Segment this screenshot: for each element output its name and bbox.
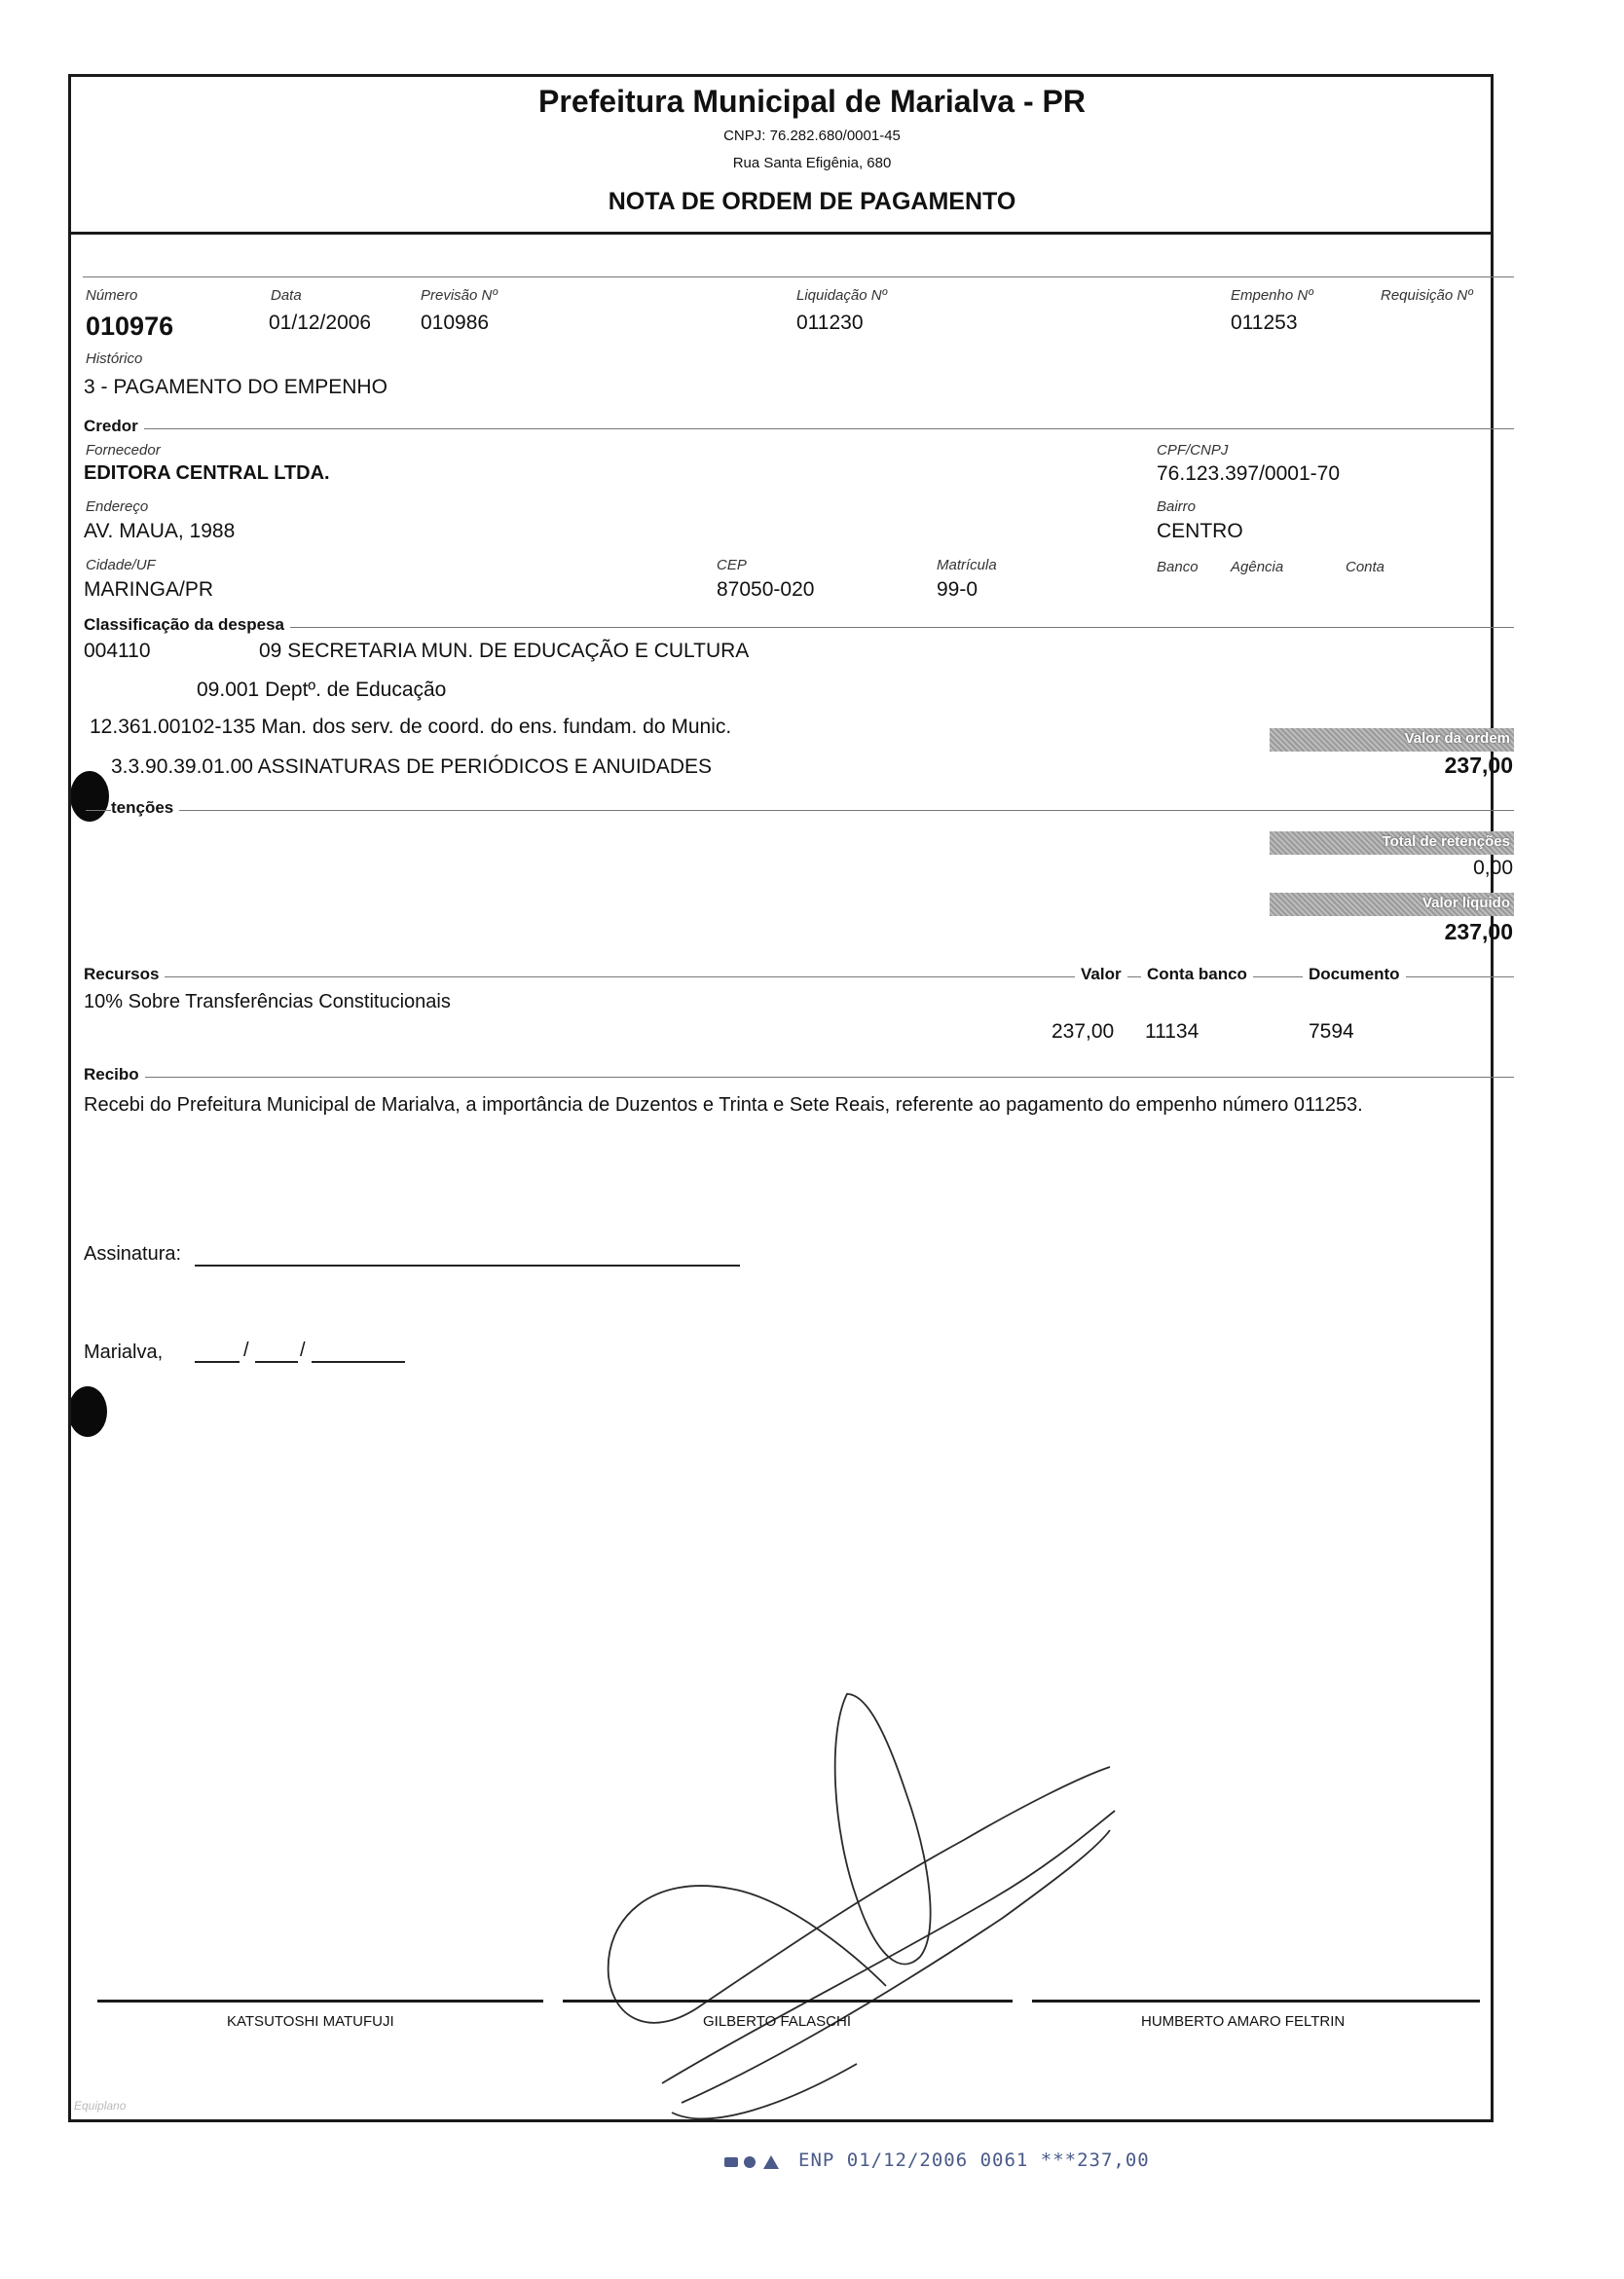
recibo-rule — [86, 1077, 1514, 1078]
numero-label: Número — [86, 287, 138, 304]
assinatura-label: Assinatura: — [84, 1243, 182, 1265]
valor-ordem-bar — [1270, 728, 1514, 752]
endereco-value: AV. MAUA, 1988 — [84, 520, 236, 542]
credor-rule — [86, 428, 1514, 429]
recursos-valor-label: Valor — [1075, 965, 1127, 984]
cpf-label: CPF/CNPJ — [1157, 442, 1229, 459]
signatory-2: GILBERTO FALASCHI — [703, 2013, 851, 2030]
conta-label: Conta — [1346, 559, 1385, 575]
agencia-label: Agência — [1231, 559, 1284, 575]
recursos-rule — [86, 976, 1514, 977]
handwritten-signature — [565, 1674, 1168, 2142]
fornecedor-value: EDITORA CENTRAL LTDA. — [84, 462, 330, 484]
cpf-value: 76.123.397/0001-70 — [1157, 462, 1341, 485]
data-value: 01/12/2006 — [269, 312, 372, 334]
matricula-label: Matrícula — [937, 557, 997, 573]
data-label: Data — [271, 287, 302, 304]
recursos-valor: 237,00 — [1052, 1020, 1115, 1043]
retencoes-rule — [86, 810, 1514, 811]
page-title: Prefeitura Municipal de Marialva - PR — [538, 84, 1086, 119]
recursos-documento: 7594 — [1309, 1020, 1354, 1043]
signature-line-3 — [1032, 2000, 1480, 2003]
elemento-text: 3.3.90.39.01.00 ASSINATURAS DE PERIÓDICOS E ANUIDADES — [111, 755, 713, 778]
ids-top-rule — [83, 276, 1514, 277]
bairro-label: Bairro — [1157, 498, 1197, 515]
empenho-label: Empenho Nº — [1231, 287, 1313, 304]
previsao-label: Previsão Nº — [421, 287, 498, 304]
valor-liquido-value: 237,00 — [1444, 919, 1513, 944]
date-blank-month — [255, 1361, 298, 1363]
stamp-logo-icon — [722, 2151, 791, 2173]
signature-line-2 — [563, 2000, 1013, 2003]
numero-value: 010976 — [86, 312, 174, 341]
valor-ordem-value: 237,00 — [1444, 753, 1513, 778]
liquidacao-value: 011230 — [796, 312, 864, 334]
recursos-section: Recursos — [84, 965, 165, 984]
date-blank-day — [195, 1361, 240, 1363]
software-footer: Equiplano — [74, 2099, 127, 2113]
recibo-text: Recebi do Prefeitura Municipal de Marialva, a importância de Duzentos e Trinta e Sete Reais, referente ao pagamento do empenho número 011253. — [84, 1094, 1363, 1116]
valor-liquido-bar — [1270, 893, 1514, 916]
credor-section: Credor — [84, 417, 144, 436]
cnpj-text: CNPJ: 76.282.680/0001-45 — [723, 128, 901, 144]
date-blank-year — [312, 1361, 405, 1363]
bairro-value: CENTRO — [1157, 520, 1243, 542]
previsao-value: 010986 — [421, 312, 490, 334]
date-slash-1: / — [243, 1340, 249, 1361]
matricula-value: 99-0 — [937, 578, 978, 601]
total-retencoes-bar — [1270, 831, 1514, 855]
valor-liquido-label: Valor líquido — [1421, 895, 1510, 911]
stamp-text: ENP 01/12/2006 0061 ***237,00 — [798, 2150, 1150, 2171]
requisicao-label: Requisição Nº — [1381, 287, 1473, 304]
document-title: NOTA DE ORDEM DE PAGAMENTO — [608, 188, 1016, 215]
cidade-label: Cidade/UF — [86, 557, 156, 573]
historico-value: 3 - PAGAMENTO DO EMPENHO — [84, 376, 388, 398]
secretaria-text: 09 SECRETARIA MUN. DE EDUCAÇÃO E CULTURA — [259, 640, 750, 662]
recursos-conta-label: Conta banco — [1141, 965, 1253, 984]
historico-label: Histórico — [86, 350, 143, 367]
signatory-3: HUMBERTO AMARO FELTRIN — [1141, 2013, 1346, 2030]
retencoes-section: tenções — [111, 798, 179, 818]
endereco-label: Endereço — [86, 498, 149, 515]
banco-label: Banco — [1157, 559, 1199, 575]
classificacao-rule — [86, 627, 1514, 628]
recursos-documento-label: Documento — [1303, 965, 1406, 984]
recursos-conta: 11134 — [1145, 1020, 1200, 1043]
valor-ordem-label: Valor da ordem — [1404, 730, 1510, 747]
recibo-section: Recibo — [84, 1065, 145, 1084]
cep-label: CEP — [717, 557, 747, 573]
signatory-1: KATSUTOSHI MATUFUJI — [227, 2013, 394, 2030]
cidade-value: MARINGA/PR — [84, 578, 214, 601]
empenho-value: 011253 — [1231, 312, 1298, 334]
total-retencoes-label: Total de retenções — [1382, 833, 1510, 850]
liquidacao-label: Liquidação Nº — [796, 287, 888, 304]
total-retencoes-value: 0,00 — [1473, 857, 1513, 879]
signature-line-1 — [97, 2000, 543, 2003]
classificacao-section: Classificação da despesa — [84, 615, 290, 635]
header-divider — [68, 232, 1491, 235]
date-slash-2: / — [300, 1340, 306, 1361]
recursos-descricao: 10% Sobre Transferências Constitucionais — [84, 991, 451, 1012]
classificacao-code: 004110 — [84, 640, 151, 662]
assinatura-line — [195, 1265, 740, 1267]
programa-text: 12.361.00102-135 Man. dos serv. de coord. do ens. fundam. do Munic. — [90, 716, 732, 738]
address-text: Rua Santa Efigênia, 680 — [732, 155, 892, 171]
local-label: Marialva, — [84, 1342, 164, 1363]
fornecedor-label: Fornecedor — [86, 442, 161, 459]
cep-value: 87050-020 — [717, 578, 815, 601]
dept-text: 09.001 Deptº. de Educação — [197, 679, 447, 701]
